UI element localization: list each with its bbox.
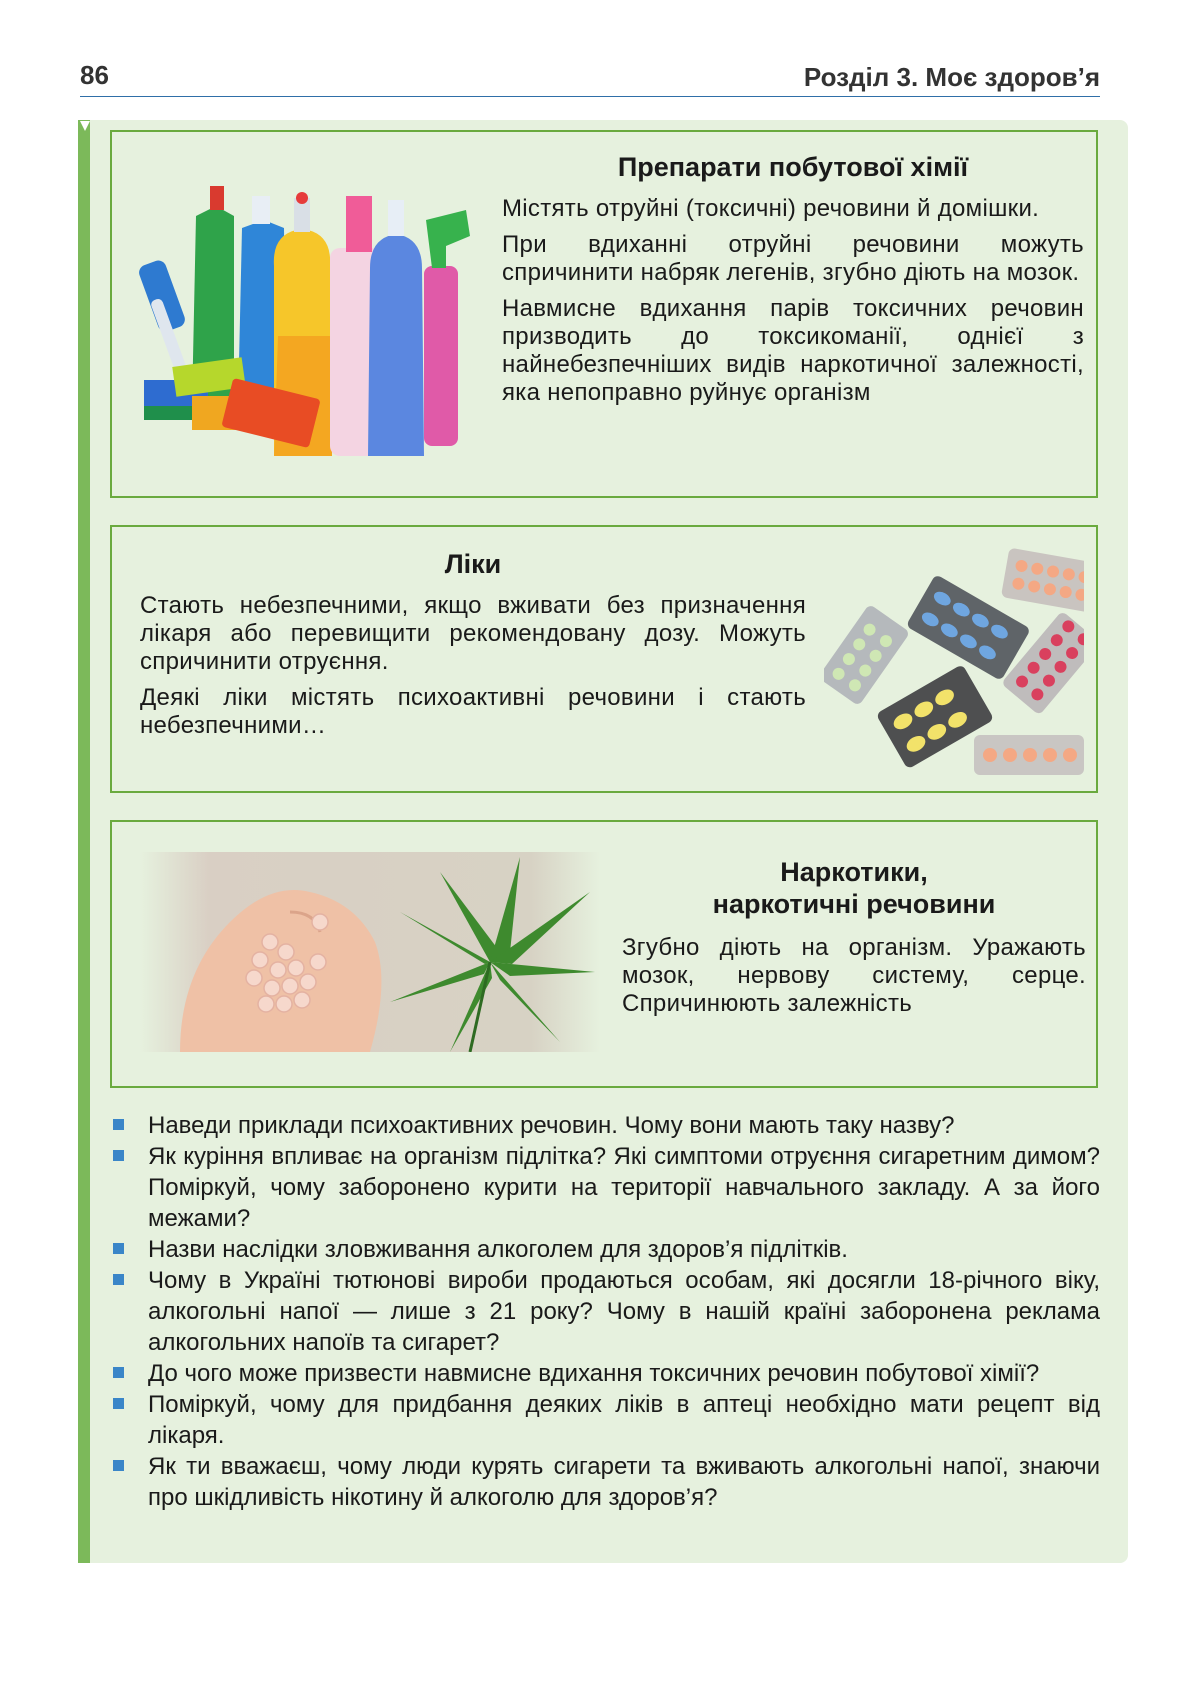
question-list bbox=[110, 1110, 1100, 1513]
pill-blisters-image bbox=[824, 545, 1084, 781]
box-paragraph: Навмисне вдихання парів токсичних речовин призводить до токсикоманії, однієї з найнебезпечніших видів наркотичної залежності, яка непоправно руйнує організм bbox=[502, 295, 1084, 406]
box-paragraph: При вдиханні отруйні речовини можуть спричинити набряк легенів, згубно діють на мозок. bbox=[502, 231, 1084, 286]
box-title: Препарати побутової хімії bbox=[617, 152, 969, 182]
household-chemicals-image bbox=[134, 156, 484, 486]
question-text: Як куріння впливає на організм підлітка? Які симптоми отруєння сигаретним димом? Поміркуй, чому заборонено курити на території навчального закладу. А за його межами? bbox=[148, 1143, 1100, 1232]
question-text: Поміркуй, чому для придбання деяких ліків в аптеці необхідно мати рецепт від лікаря. bbox=[148, 1391, 1100, 1449]
box-title: Ліки bbox=[444, 549, 502, 579]
question-text: Назви наслідки зловживання алкоголем для здоров’я підлітків. bbox=[148, 1236, 848, 1263]
panel-marker-icon bbox=[80, 121, 90, 131]
square-bullet-icon bbox=[113, 1274, 124, 1285]
list-item bbox=[110, 1234, 1100, 1265]
question-text: Як ти вважаєш, чому люди курять сигарети та вживають алкогольні напої, знаючи про шкідливість нікотину й алкоголю для здоров’я? bbox=[148, 1453, 1100, 1511]
question-text: Чому в Україні тютюнові вироби продаються особам, які досягли 18-річного віку, алкогольні напої — лише з 21 року? Чому в нашій країні заборонена реклама алкогольних напоїв та сигарет? bbox=[148, 1267, 1100, 1356]
household-chemicals-box bbox=[110, 130, 1098, 498]
narcotics-image bbox=[140, 852, 600, 1052]
chapter-title: Розділ 3. Моє здоров’я bbox=[803, 62, 1100, 92]
square-bullet-icon bbox=[113, 1150, 124, 1161]
list-item bbox=[110, 1141, 1100, 1234]
box-paragraph: Стають небезпечними, якщо вживати без призначення лікаря або перевищити рекомендовану дозу. Можуть спричинити отруєння. bbox=[140, 592, 806, 675]
box-title-line: Наркотики, bbox=[780, 857, 928, 887]
square-bullet-icon bbox=[113, 1398, 124, 1409]
page-header bbox=[80, 56, 1100, 97]
box-paragraph: Згубно діють на організм. Уражають мозок, нервову систему, серце. Спричинюють залежність bbox=[622, 934, 1086, 1017]
box-paragraph: Деякі ліки містять психоактивні речовини і стають небезпечними… bbox=[140, 684, 806, 739]
square-bullet-icon bbox=[113, 1243, 124, 1254]
list-item bbox=[110, 1265, 1100, 1358]
question-text: Наведи приклади психоактивних речовин. Чому вони мають таку назву? bbox=[148, 1112, 955, 1139]
square-bullet-icon bbox=[113, 1460, 124, 1471]
medicines-box bbox=[110, 525, 1098, 793]
box-title bbox=[622, 856, 1086, 920]
list-item bbox=[110, 1451, 1100, 1513]
list-item bbox=[110, 1110, 1100, 1141]
box-title-line: наркотичні речовини bbox=[712, 889, 996, 919]
box-paragraph: Містять отруйні (токсичні) речовини й домішки. bbox=[502, 195, 1040, 222]
square-bullet-icon bbox=[113, 1367, 124, 1378]
list-item bbox=[110, 1389, 1100, 1451]
question-text: До чого може призвести навмисне вдихання токсичних речовин побутової хімії? bbox=[148, 1360, 1040, 1387]
list-item bbox=[110, 1358, 1100, 1389]
narcotics-box bbox=[110, 820, 1098, 1088]
page-number: 86 bbox=[80, 60, 109, 90]
square-bullet-icon bbox=[113, 1119, 124, 1130]
